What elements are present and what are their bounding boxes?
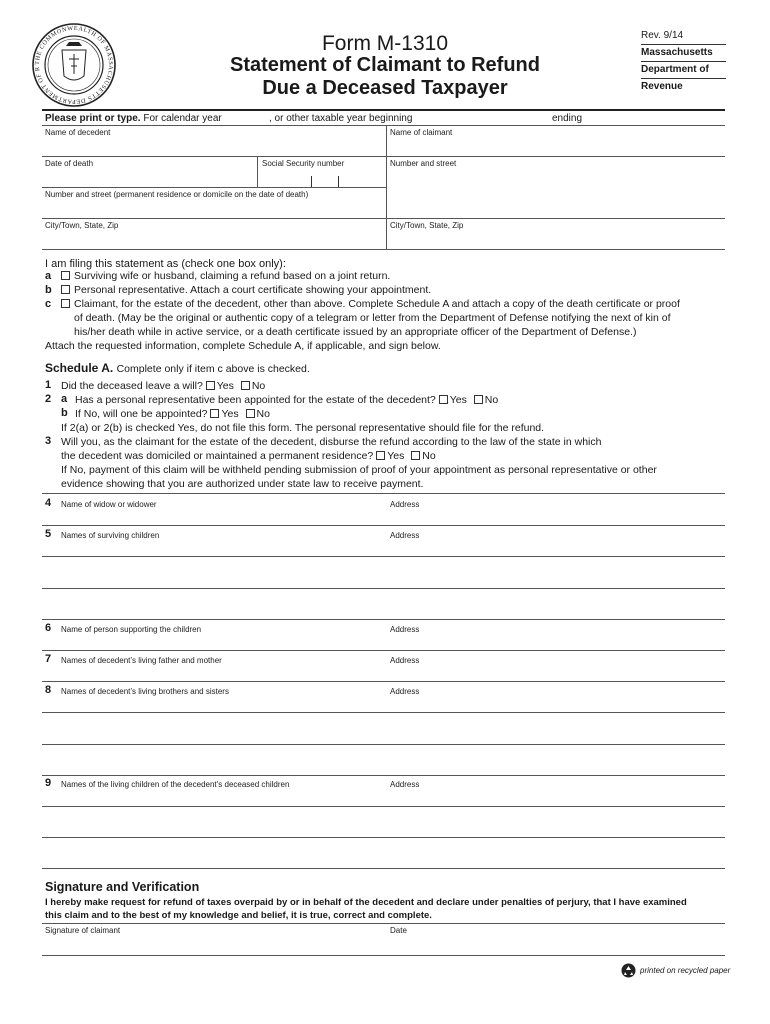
row6-address-field[interactable] — [388, 635, 724, 650]
q2b-yes-checkbox[interactable] — [210, 409, 219, 418]
row9-number: 9 — [45, 777, 52, 789]
year-ending-field[interactable] — [585, 112, 725, 126]
filing-intro: I am filing this statement as (check one box only): — [45, 258, 286, 270]
q2-note: If 2(a) or 2(b) is checked Yes, do not file this form. The personal representative should file for the refund. — [61, 422, 545, 434]
row4-address-field[interactable] — [388, 510, 724, 526]
option-c-text-3: his/her death while in active service, or a death certificate issued by an appropriate officer of the Department of Defense.) — [74, 326, 637, 338]
row5-address-label: Address — [390, 531, 420, 540]
claimant-street-label: Number and street — [390, 159, 457, 168]
q2b-row: If No, will one be appointed? Yes No — [75, 408, 270, 420]
calendar-year-field[interactable] — [222, 112, 266, 126]
option-b-text: Personal representative. Attach a court certificate showing your appointment. — [74, 284, 432, 296]
claimant-name-field[interactable] — [388, 138, 724, 155]
q1-row: Did the deceased leave a will? Yes No — [61, 380, 266, 392]
form-number: Form M-1310 — [321, 32, 449, 55]
taxable-year-label: , or other taxable year beginning — [269, 113, 413, 124]
option-b-letter: b — [45, 284, 52, 296]
year-beginning-field[interactable] — [420, 112, 545, 126]
print-type-line: Please print or type. For calendar year — [45, 113, 222, 124]
agency-line1: Massachusetts — [641, 47, 713, 58]
signature-field[interactable] — [43, 936, 383, 955]
row4-label: Name of widow or widower — [61, 500, 157, 509]
signature-date-field[interactable] — [388, 936, 724, 955]
ending-label: ending — [552, 113, 583, 124]
row4-address-label: Address — [390, 500, 420, 509]
row9-address-field[interactable] — [388, 790, 724, 867]
q2-number: 2 — [45, 393, 52, 405]
row6-address-label: Address — [390, 625, 420, 634]
decedent-name-label: Name of decedent — [45, 128, 111, 137]
q2b-no-checkbox[interactable] — [246, 409, 255, 418]
claimant-city-label: City/Town, State, Zip — [390, 221, 464, 230]
form-title-line1: Statement of Claimant to Refund — [229, 54, 540, 76]
option-c-checkbox[interactable] — [61, 299, 70, 308]
decedent-street-field[interactable] — [43, 200, 383, 217]
recycle-icon — [621, 963, 636, 983]
claimant-city-field[interactable] — [388, 231, 724, 248]
q3-row: the decedent was domiciled or maintained a permanent residence? Yes No — [61, 450, 436, 462]
agency-line2: Department of — [641, 64, 709, 75]
row5-address-field[interactable] — [388, 541, 724, 618]
signature-label: Signature of claimant — [45, 926, 121, 935]
row9-name-field[interactable] — [43, 790, 383, 867]
date-of-death-label: Date of death — [45, 159, 94, 168]
option-b-checkbox[interactable] — [61, 285, 70, 294]
q3-note-1: If No, payment of this claim will be withheld pending submission of proof of your appointment as personal representative or other — [61, 464, 657, 476]
q2b-letter: b — [61, 407, 68, 419]
date-label: Date — [390, 926, 407, 935]
form-title-line2: Due a Deceased Taxpayer — [262, 77, 508, 99]
q1-number: 1 — [45, 379, 52, 391]
option-a-text: Surviving wife or husband, claiming a refund based on a joint return. — [74, 270, 391, 282]
q3-note-2: evidence showing that you are authorized under state law to receive payment. — [61, 478, 424, 490]
q2a-yes-checkbox[interactable] — [439, 395, 448, 404]
q2a-letter: a — [61, 393, 68, 405]
attach-instruction: Attach the requested information, complete Schedule A, if applicable, and sign below. — [45, 340, 441, 352]
row4-number: 4 — [45, 497, 52, 509]
row7-label: Names of decedent’s living father and mother — [61, 656, 222, 665]
row7-name-field[interactable] — [43, 666, 383, 681]
row7-address-label: Address — [390, 656, 420, 665]
option-c-text-1: Claimant, for the estate of the decedent, other than above. Complete Schedule A and attach a copy of the death certificate or proof — [74, 298, 680, 310]
decedent-street-label: Number and street (permanent residence or domicile on the date of death) — [45, 190, 309, 199]
option-a-letter: a — [45, 270, 52, 282]
q3-yes-checkbox[interactable] — [376, 451, 385, 460]
declaration-line1: I hereby make request for refund of taxes overpaid by or in behalf of the decedent and declare under penalties of perjury, that I have examined — [45, 897, 687, 908]
row9-label: Names of the living children of the decedent’s deceased children — [61, 780, 290, 789]
row5-number: 5 — [45, 528, 52, 540]
decedent-name-field[interactable] — [43, 138, 383, 155]
q2a-row: Has a personal representative been appointed for the estate of the decedent? Yes No — [75, 394, 499, 406]
seal-icon — [31, 22, 117, 108]
decedent-city-label: City/Town, State, Zip — [45, 221, 119, 230]
row7-number: 7 — [45, 653, 52, 665]
signature-heading: Signature and Verification — [45, 880, 200, 894]
q3-number: 3 — [45, 435, 52, 447]
row5-name-field[interactable] — [43, 541, 383, 618]
option-a-checkbox[interactable] — [61, 271, 70, 280]
row9-address-label: Address — [390, 780, 420, 789]
row6-number: 6 — [45, 622, 52, 634]
row7-address-field[interactable] — [388, 666, 724, 681]
row6-name-field[interactable] — [43, 635, 383, 650]
claimant-name-label: Name of claimant — [390, 128, 453, 137]
ssn-label: Social Security number — [262, 159, 345, 168]
q1-yes-checkbox[interactable] — [206, 381, 215, 390]
seal-text: THE COMMONWEALTH OF MASSACHUSETTS DEPARTMENT OF R — [33, 24, 115, 106]
agency-line3: Revenue — [641, 81, 683, 92]
option-c-letter: c — [45, 298, 52, 310]
row8-number: 8 — [45, 684, 52, 696]
state-seal — [31, 22, 117, 108]
decedent-city-field[interactable] — [43, 231, 383, 248]
row4-name-field[interactable] — [43, 510, 383, 526]
q2a-no-checkbox[interactable] — [474, 395, 483, 404]
option-c-text-2: of death. (May be the original or authentic copy of a telegram or letter from the Department of Defense notifying the next of kin of — [74, 312, 671, 324]
row5-label: Names of surviving children — [61, 531, 160, 540]
ssn-field[interactable] — [259, 169, 384, 186]
q3-line1: Will you, as the claimant for the estate of the decedent, disburse the refund according to the law of the state in which — [61, 436, 602, 448]
row8-address-field[interactable] — [388, 697, 724, 774]
declaration-line2: this claim and to the best of my knowledge and belief, it is true, correct and complete. — [45, 910, 432, 921]
recycled-paper-note: printed on recycled paper — [640, 966, 731, 975]
row8-address-label: Address — [390, 687, 420, 696]
row6-label: Name of person supporting the children — [61, 625, 202, 634]
claimant-street-field[interactable] — [388, 169, 724, 217]
q1-no-checkbox[interactable] — [241, 381, 250, 390]
row8-name-field[interactable] — [43, 697, 383, 774]
row8-label: Names of decedent’s living brothers and sisters — [61, 687, 229, 696]
date-of-death-field[interactable] — [43, 169, 254, 186]
revision: Rev. 9/14 — [641, 30, 684, 41]
schedule-a-heading: Schedule A. Complete only if item c above is checked. — [45, 361, 310, 375]
q3-no-checkbox[interactable] — [411, 451, 420, 460]
